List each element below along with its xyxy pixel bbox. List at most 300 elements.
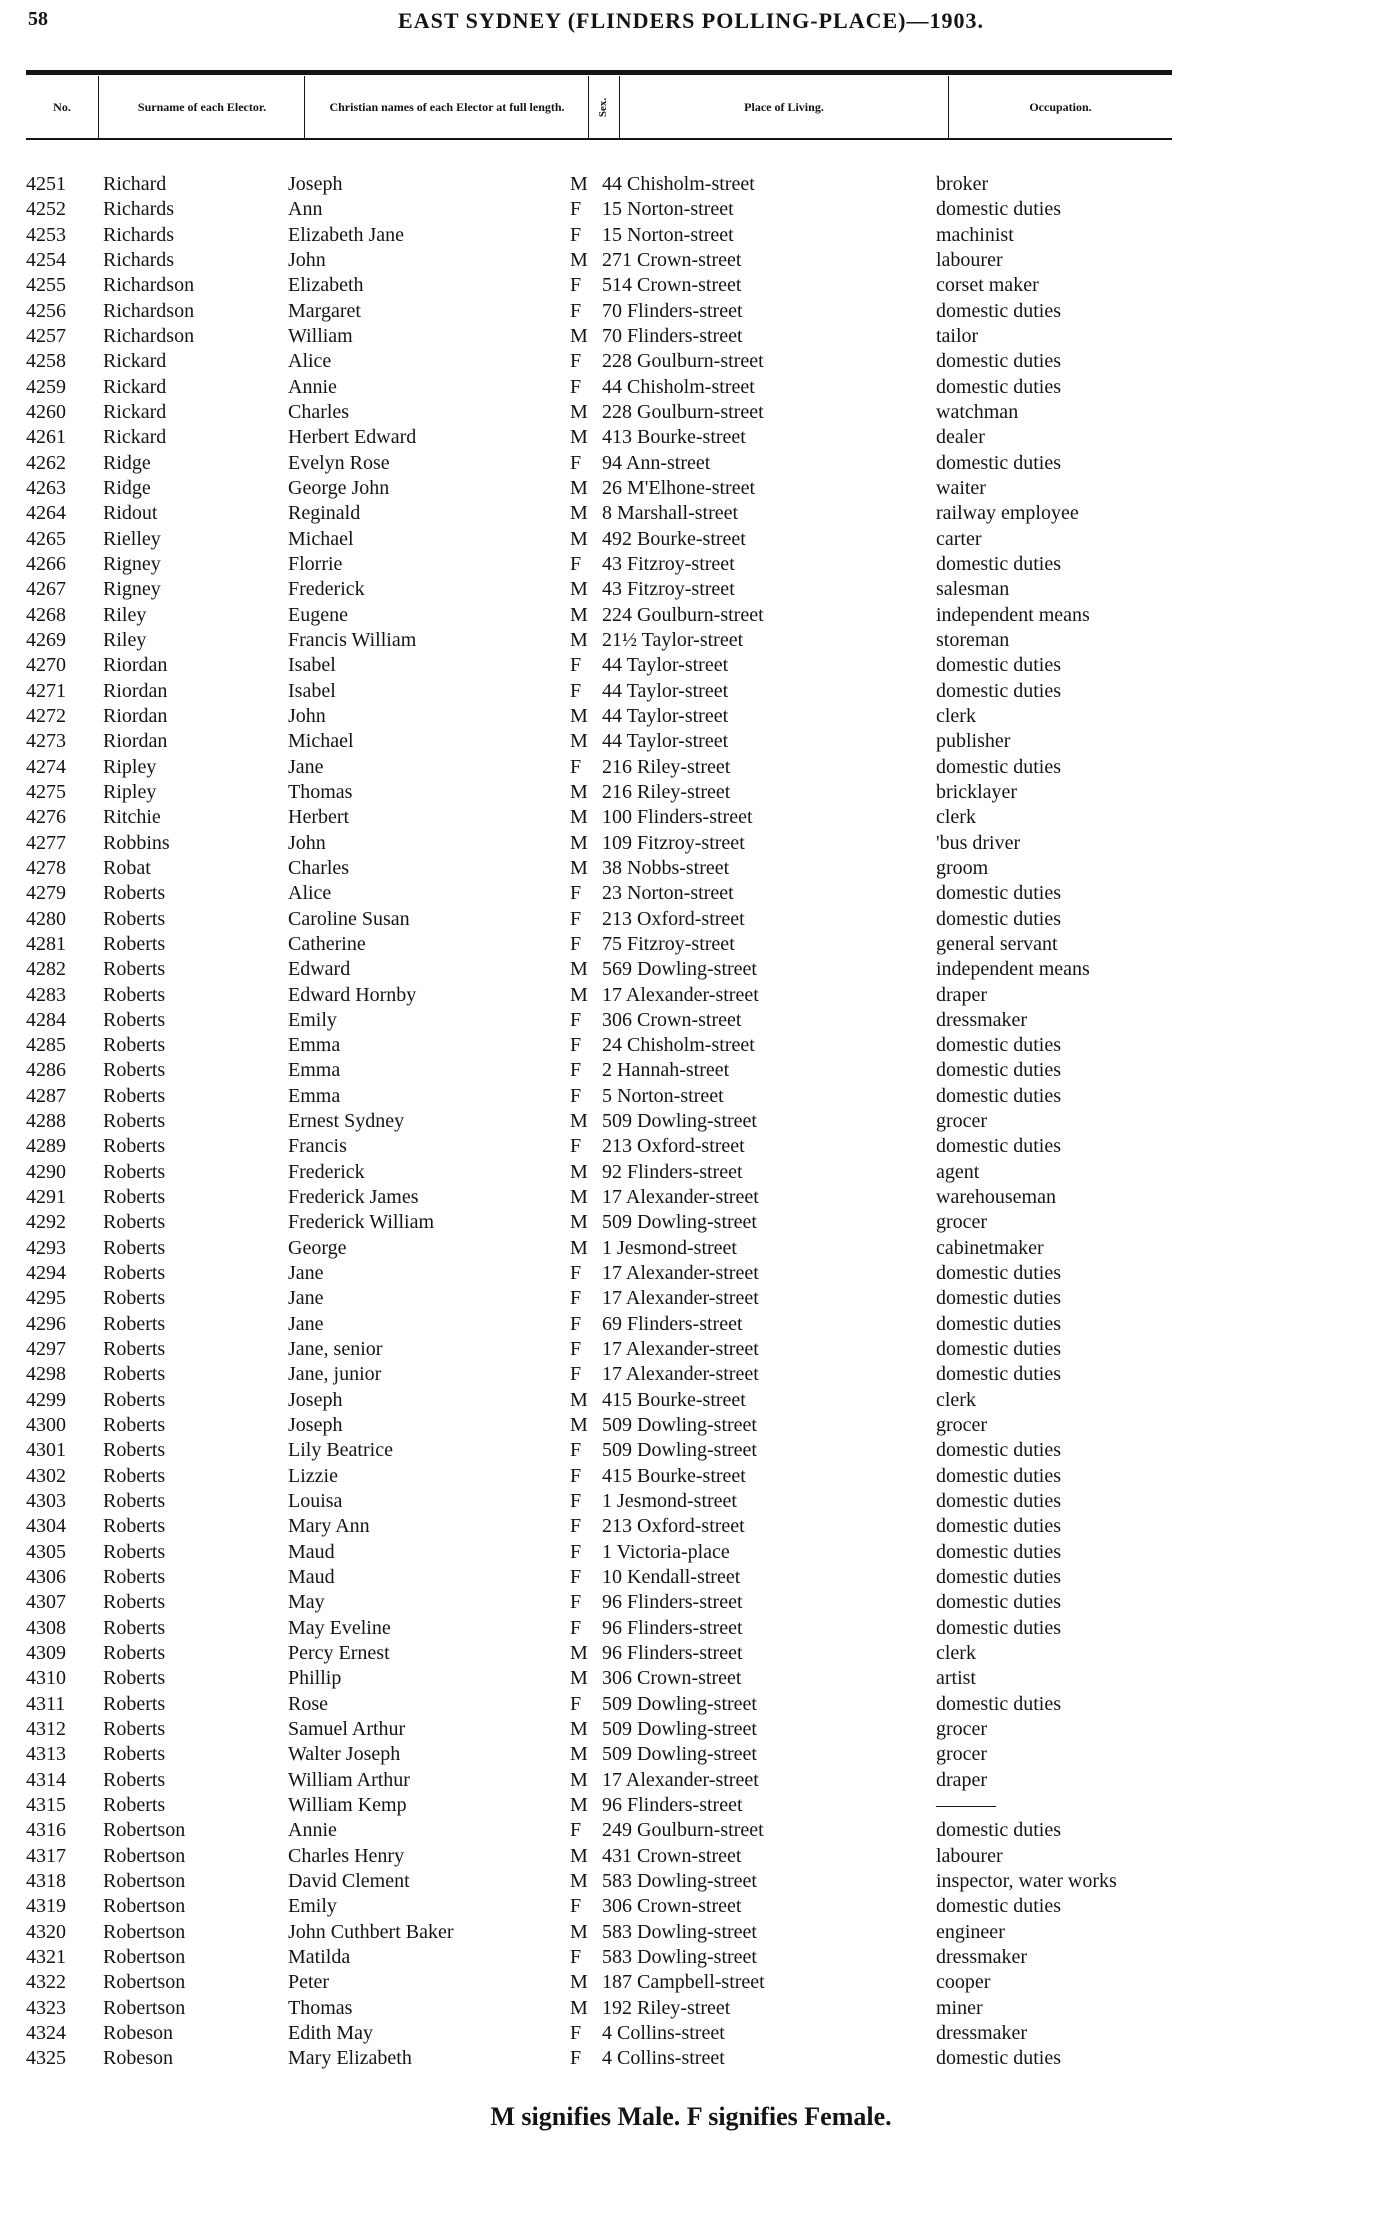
- elector-occupation: labourer: [936, 1844, 1003, 1867]
- elector-christian-names: William Arthur: [288, 1768, 410, 1791]
- elector-surname: Roberts: [103, 1388, 166, 1411]
- elector-occupation: clerk: [936, 1388, 976, 1411]
- elector-number: 4289: [26, 1135, 66, 1158]
- elector-occupation: 'bus driver: [936, 831, 1021, 854]
- table-row: [0, 856, 1382, 881]
- elector-sex: F: [570, 1566, 582, 1589]
- table-row: [0, 1312, 1382, 1337]
- elector-place-of-living: 17 Alexander-street: [602, 1186, 759, 1209]
- elector-place-of-living: 271 Crown-street: [602, 248, 742, 271]
- elector-number: 4292: [26, 1211, 66, 1234]
- elector-surname: Ridge: [103, 476, 151, 499]
- elector-place-of-living: 5 Norton-street: [602, 1084, 724, 1107]
- elector-christian-names: William: [288, 324, 353, 347]
- elector-occupation: general servant: [936, 932, 1058, 955]
- elector-place-of-living: 306 Crown-street: [602, 1667, 742, 1690]
- table-row: [0, 1844, 1382, 1869]
- elector-christian-names: Frederick William: [288, 1211, 435, 1234]
- elector-occupation: clerk: [936, 806, 976, 829]
- elector-surname: Roberts: [103, 932, 166, 955]
- elector-surname: Rickard: [103, 426, 167, 449]
- elector-place-of-living: 583 Dowling-street: [602, 1945, 757, 1968]
- elector-occupation: domestic duties: [936, 1540, 1061, 1563]
- elector-surname: Roberts: [103, 1490, 166, 1513]
- elector-place-of-living: 24 Chisholm-street: [602, 1034, 755, 1057]
- elector-surname: Riordan: [103, 679, 168, 702]
- elector-surname: Richardson: [103, 299, 195, 322]
- table-row: [0, 1894, 1382, 1919]
- elector-number: 4296: [26, 1312, 66, 1335]
- elector-christian-names: Maud: [288, 1540, 335, 1563]
- elector-sex: M: [570, 426, 588, 449]
- elector-christian-names: Emily: [288, 1895, 337, 1918]
- elector-surname: Roberts: [103, 1540, 166, 1563]
- elector-number: 4275: [26, 780, 66, 803]
- elector-place-of-living: 492 Bourke-street: [602, 527, 746, 550]
- elector-number: 4287: [26, 1084, 66, 1107]
- elector-sex: M: [570, 324, 588, 347]
- elector-surname: Richards: [103, 198, 175, 221]
- elector-occupation: domestic duties: [936, 375, 1061, 398]
- elector-surname: Richards: [103, 223, 175, 246]
- elector-surname: Roberts: [103, 1794, 166, 1816]
- elector-number: 4297: [26, 1338, 66, 1361]
- elector-christian-names: Isabel: [288, 679, 336, 702]
- elector-number: 4301: [26, 1439, 66, 1462]
- elector-occupation: dressmaker: [936, 1945, 1028, 1968]
- elector-occupation: warehouseman: [936, 1186, 1056, 1209]
- elector-occupation: railway employee: [936, 502, 1079, 525]
- elector-christian-names: Jane: [288, 1287, 324, 1310]
- table-row: [0, 1008, 1382, 1033]
- elector-sex: F: [570, 882, 582, 905]
- elector-occupation: domestic duties: [936, 299, 1061, 322]
- elector-sex: M: [570, 1667, 588, 1690]
- elector-sex: F: [570, 375, 582, 398]
- elector-number: 4282: [26, 958, 66, 981]
- elector-christian-names: John: [288, 704, 326, 727]
- elector-surname: Roberts: [103, 1110, 166, 1133]
- elector-sex: F: [570, 907, 582, 930]
- elector-sex: F: [570, 552, 582, 575]
- legend-footer: M signifies Male. F signifies Female.: [490, 2102, 892, 2131]
- header-sex-label: Sex.: [597, 97, 610, 117]
- elector-surname: Roberts: [103, 1692, 166, 1715]
- elector-number: 4257: [26, 324, 66, 347]
- table-row: [0, 1692, 1382, 1717]
- table-row: [0, 653, 1382, 678]
- elector-occupation: domestic duties: [936, 350, 1061, 373]
- elector-place-of-living: 17 Alexander-street: [602, 1768, 759, 1791]
- elector-christian-names: Michael: [288, 527, 354, 550]
- elector-christian-names: Louisa: [288, 1490, 343, 1513]
- elector-place-of-living: 413 Bourke-street: [602, 426, 746, 449]
- elector-surname: Robeson: [103, 2047, 173, 2070]
- elector-place-of-living: 509 Dowling-street: [602, 1692, 757, 1715]
- table-row: [0, 324, 1382, 349]
- table-row: [0, 552, 1382, 577]
- elector-place-of-living: 17 Alexander-street: [602, 983, 759, 1006]
- elector-occupation: labourer: [936, 248, 1003, 271]
- elector-surname: Robertson: [103, 1844, 186, 1867]
- elector-surname: Ridout: [103, 502, 158, 525]
- elector-number: 4256: [26, 299, 66, 322]
- elector-sex: F: [570, 1034, 582, 1057]
- elector-christian-names: Joseph: [288, 1414, 343, 1437]
- table-row: [0, 2021, 1382, 2046]
- table-row: [0, 476, 1382, 501]
- elector-christian-names: Ernest Sydney: [288, 1110, 405, 1133]
- elector-christian-names: Ann: [288, 198, 323, 221]
- elector-sex: M: [570, 578, 588, 601]
- elector-christian-names: George: [288, 1236, 347, 1259]
- table-row: [0, 1084, 1382, 1109]
- elector-number: 4266: [26, 552, 66, 575]
- elector-occupation: domestic duties: [936, 1084, 1061, 1107]
- elector-sex: F: [570, 1008, 582, 1031]
- elector-place-of-living: 44 Chisholm-street: [602, 375, 755, 398]
- elector-surname: Robertson: [103, 1819, 186, 1842]
- elector-place-of-living: 509 Dowling-street: [602, 1743, 757, 1766]
- elector-surname: Rickard: [103, 400, 167, 423]
- table-row: [0, 907, 1382, 932]
- elector-place-of-living: 569 Dowling-street: [602, 958, 757, 981]
- elector-occupation: domestic duties: [936, 1464, 1061, 1487]
- elector-sex: M: [570, 173, 588, 195]
- elector-occupation: domestic duties: [936, 1262, 1061, 1285]
- table-row: [0, 1996, 1382, 2021]
- elector-occupation: independent means: [936, 603, 1090, 626]
- elector-surname: Roberts: [103, 1768, 166, 1791]
- table-row: [0, 603, 1382, 628]
- elector-surname: Robertson: [103, 1996, 186, 2019]
- elector-sex: F: [570, 654, 582, 677]
- elector-sex: M: [570, 603, 588, 626]
- elector-occupation: grocer: [936, 1414, 988, 1437]
- elector-place-of-living: 583 Dowling-street: [602, 1920, 757, 1943]
- elector-number: 4300: [26, 1414, 66, 1437]
- elector-christian-names: Annie: [288, 375, 337, 398]
- elector-number: 4258: [26, 350, 66, 373]
- elector-occupation: carter: [936, 527, 982, 550]
- table-row: [0, 1109, 1382, 1134]
- elector-surname: Roberts: [103, 1135, 166, 1158]
- elector-surname: Ritchie: [103, 806, 161, 829]
- elector-occupation: independent means: [936, 958, 1090, 981]
- elector-sex: M: [570, 502, 588, 525]
- elector-christian-names: Phillip: [288, 1667, 342, 1690]
- elector-occupation: domestic duties: [936, 1616, 1061, 1639]
- elector-surname: Rickard: [103, 350, 167, 373]
- elector-sex: M: [570, 1971, 588, 1994]
- elector-place-of-living: 96 Flinders-street: [602, 1616, 743, 1639]
- elector-sex: F: [570, 274, 582, 297]
- table-row: [0, 223, 1382, 248]
- elector-sex: F: [570, 223, 582, 246]
- elector-number: 4306: [26, 1566, 66, 1589]
- elector-surname: Rigney: [103, 552, 161, 575]
- elector-number: 4312: [26, 1718, 66, 1741]
- elector-number: 4308: [26, 1616, 66, 1639]
- elector-sex: M: [570, 1211, 588, 1234]
- elector-place-of-living: 306 Crown-street: [602, 1895, 742, 1918]
- elector-surname: Robertson: [103, 1920, 186, 1943]
- table-row: [0, 425, 1382, 450]
- elector-sex: F: [570, 755, 582, 778]
- elector-christian-names: Isabel: [288, 654, 336, 677]
- elector-number: 4304: [26, 1515, 66, 1538]
- elector-place-of-living: 26 M'Elhone-street: [602, 476, 756, 499]
- elector-christian-names: Matilda: [288, 1945, 351, 1968]
- table-row: [0, 1185, 1382, 1210]
- elector-christian-names: Edward Hornby: [288, 983, 417, 1006]
- elector-place-of-living: 10 Kendall-street: [602, 1566, 741, 1589]
- table-row: [0, 1286, 1382, 1311]
- elector-occupation: cooper: [936, 1971, 991, 1994]
- elector-christian-names: Maud: [288, 1566, 335, 1589]
- elector-number: 4278: [26, 856, 66, 879]
- elector-place-of-living: 109 Fitzroy-street: [602, 831, 745, 854]
- elector-christian-names: Edith May: [288, 2021, 373, 2044]
- elector-place-of-living: 192 Riley-street: [602, 1996, 731, 2019]
- elector-surname: Roberts: [103, 1464, 166, 1487]
- elector-place-of-living: 21½ Taylor-street: [602, 628, 744, 651]
- elector-christian-names: Emma: [288, 1084, 341, 1107]
- elector-sex: F: [570, 2021, 582, 2044]
- table-row: [0, 527, 1382, 552]
- elector-number: 4274: [26, 755, 66, 778]
- elector-place-of-living: 44 Taylor-street: [602, 654, 729, 677]
- elector-christian-names: Annie: [288, 1819, 337, 1842]
- elector-sex: F: [570, 1464, 582, 1487]
- elector-place-of-living: 509 Dowling-street: [602, 1718, 757, 1741]
- elector-place-of-living: 1 Jesmond-street: [602, 1236, 737, 1259]
- table-row: [0, 1033, 1382, 1058]
- elector-place-of-living: 44 Chisholm-street: [602, 173, 755, 195]
- elector-number: 4325: [26, 2047, 66, 2070]
- elector-surname: Roberts: [103, 1262, 166, 1285]
- elector-surname: Roberts: [103, 1236, 166, 1259]
- elector-christian-names: David Clement: [288, 1869, 410, 1892]
- elector-occupation: domestic duties: [936, 755, 1061, 778]
- elector-surname: Roberts: [103, 882, 166, 905]
- elector-place-of-living: 415 Bourke-street: [602, 1388, 746, 1411]
- elector-christian-names: Francis: [288, 1135, 347, 1158]
- elector-sex: F: [570, 198, 582, 221]
- elector-occupation: domestic duties: [936, 552, 1061, 575]
- table-row: [0, 1565, 1382, 1590]
- elector-occupation: domestic duties: [936, 882, 1061, 905]
- elector-place-of-living: 96 Flinders-street: [602, 1794, 743, 1816]
- elector-place-of-living: 415 Bourke-street: [602, 1464, 746, 1487]
- elector-number: 4323: [26, 1996, 66, 2019]
- elector-number: 4281: [26, 932, 66, 955]
- elector-sex: F: [570, 1895, 582, 1918]
- elector-sex: F: [570, 350, 582, 373]
- table-row: [0, 1236, 1382, 1261]
- elector-place-of-living: 1 Jesmond-street: [602, 1490, 737, 1513]
- elector-occupation: agent: [936, 1160, 980, 1183]
- elector-number: 4271: [26, 679, 66, 702]
- elector-surname: Robeson: [103, 2021, 173, 2044]
- elector-christian-names: Charles: [288, 400, 350, 423]
- column-divider: [98, 76, 99, 138]
- elector-surname: Roberts: [103, 1008, 166, 1031]
- elector-christian-names: May: [288, 1591, 325, 1614]
- elector-sex: F: [570, 1692, 582, 1715]
- table-row: [0, 299, 1382, 324]
- elector-occupation: tailor: [936, 324, 979, 347]
- elector-christian-names: Herbert: [288, 806, 350, 829]
- table-row: [0, 1641, 1382, 1666]
- elector-christian-names: Evelyn Rose: [288, 451, 390, 474]
- elector-christian-names: Florrie: [288, 552, 343, 575]
- elector-place-of-living: 17 Alexander-street: [602, 1338, 759, 1361]
- elector-christian-names: Charles: [288, 856, 350, 879]
- elector-number: 4313: [26, 1743, 66, 1766]
- elector-surname: Robbins: [103, 831, 170, 854]
- table-row: [0, 577, 1382, 602]
- elector-christian-names: Jane, senior: [288, 1338, 383, 1361]
- elector-number: 4290: [26, 1160, 66, 1183]
- elector-number: 4293: [26, 1236, 66, 1259]
- elector-place-of-living: 15 Norton-street: [602, 223, 734, 246]
- elector-place-of-living: 75 Fitzroy-street: [602, 932, 735, 955]
- elector-place-of-living: 15 Norton-street: [602, 198, 734, 221]
- elector-sex: M: [570, 806, 588, 829]
- table-row: [0, 1818, 1382, 1843]
- table-row: [0, 1793, 1382, 1818]
- elector-surname: Roberts: [103, 1211, 166, 1234]
- elector-occupation: broker: [936, 173, 989, 195]
- elector-surname: Robertson: [103, 1869, 186, 1892]
- elector-sex: M: [570, 628, 588, 651]
- elector-christian-names: Herbert Edward: [288, 426, 417, 449]
- table-row: [0, 501, 1382, 526]
- elector-place-of-living: 216 Riley-street: [602, 780, 731, 803]
- elector-number: 4311: [26, 1692, 66, 1715]
- elector-occupation: domestic duties: [936, 1692, 1061, 1715]
- elector-number: 4262: [26, 451, 66, 474]
- elector-christian-names: Edward: [288, 958, 351, 981]
- elector-christian-names: Catherine: [288, 932, 366, 955]
- elector-christian-names: Mary Ann: [288, 1515, 370, 1538]
- elector-surname: Rigney: [103, 578, 161, 601]
- table-row: [0, 1160, 1382, 1185]
- elector-occupation: watchman: [936, 400, 1019, 423]
- elector-christian-names: Eugene: [288, 603, 348, 626]
- elector-sex: F: [570, 299, 582, 322]
- elector-sex: F: [570, 1819, 582, 1842]
- table-row: [0, 248, 1382, 273]
- elector-occupation: domestic duties: [936, 1591, 1061, 1614]
- elector-place-of-living: 43 Fitzroy-street: [602, 552, 735, 575]
- elector-occupation: dealer: [936, 426, 985, 449]
- elector-occupation: domestic duties: [936, 1338, 1061, 1361]
- elector-place-of-living: 306 Crown-street: [602, 1008, 742, 1031]
- elector-christian-names: Reginald: [288, 502, 361, 525]
- table-row: [0, 628, 1382, 653]
- elector-surname: Roberts: [103, 1667, 166, 1690]
- elector-occupation: domestic duties: [936, 1135, 1061, 1158]
- elector-sex: M: [570, 248, 588, 271]
- elector-occupation: salesman: [936, 578, 1010, 601]
- elector-sex: M: [570, 400, 588, 423]
- elector-christian-names: Caroline Susan: [288, 907, 410, 930]
- table-row: [0, 1945, 1382, 1970]
- elector-number: 4269: [26, 628, 66, 651]
- elector-surname: Roberts: [103, 1439, 166, 1462]
- elector-place-of-living: 514 Crown-street: [602, 274, 742, 297]
- elector-place-of-living: 224 Goulburn-street: [602, 603, 764, 626]
- elector-number: 4276: [26, 806, 66, 829]
- table-row: [0, 1413, 1382, 1438]
- elector-place-of-living: 1 Victoria-place: [602, 1540, 730, 1563]
- elector-number: 4270: [26, 654, 66, 677]
- elector-sex: M: [570, 1743, 588, 1766]
- elector-place-of-living: 213 Oxford-street: [602, 907, 745, 930]
- elector-surname: Roberts: [103, 1034, 166, 1057]
- elector-place-of-living: 69 Flinders-street: [602, 1312, 743, 1335]
- elector-place-of-living: 70 Flinders-street: [602, 324, 743, 347]
- elector-christian-names: Frederick: [288, 1160, 365, 1183]
- elector-christian-names: Michael: [288, 730, 354, 753]
- table-row: [0, 1464, 1382, 1489]
- elector-surname: Ridge: [103, 451, 151, 474]
- elector-place-of-living: 509 Dowling-street: [602, 1439, 757, 1462]
- elector-sex: M: [570, 958, 588, 981]
- table-row: [0, 1489, 1382, 1514]
- elector-sex: M: [570, 1844, 588, 1867]
- elector-number: 4280: [26, 907, 66, 930]
- table-row: [0, 1514, 1382, 1539]
- table-row: [0, 400, 1382, 425]
- elector-occupation: domestic duties: [936, 1439, 1061, 1462]
- elector-sex: M: [570, 1718, 588, 1741]
- elector-sex: M: [570, 1388, 588, 1411]
- elector-number: 4302: [26, 1464, 66, 1487]
- elector-sex: M: [570, 1414, 588, 1437]
- elector-surname: Robertson: [103, 1971, 186, 1994]
- elector-sex: F: [570, 2047, 582, 2070]
- elector-place-of-living: 213 Oxford-street: [602, 1515, 745, 1538]
- elector-occupation: draper: [936, 983, 988, 1006]
- elector-number: 4316: [26, 1819, 66, 1842]
- table-row: [0, 1616, 1382, 1641]
- table-header: [26, 76, 1172, 140]
- elector-number: 4321: [26, 1945, 66, 1968]
- elector-occupation: clerk: [936, 704, 976, 727]
- table-row: [0, 1666, 1382, 1691]
- elector-occupation: domestic duties: [936, 1515, 1061, 1538]
- elector-number: 4252: [26, 198, 66, 221]
- elector-place-of-living: 96 Flinders-street: [602, 1591, 743, 1614]
- elector-occupation: domestic duties: [936, 1363, 1061, 1386]
- elector-surname: Richard: [103, 173, 167, 195]
- elector-christian-names: Alice: [288, 882, 332, 905]
- elector-number: 4265: [26, 527, 66, 550]
- elector-christian-names: Lizzie: [288, 1464, 338, 1487]
- elector-number: 4315: [26, 1794, 66, 1816]
- elector-occupation: groom: [936, 856, 989, 879]
- column-divider: [304, 76, 305, 138]
- elector-surname: Ripley: [103, 780, 157, 803]
- elector-place-of-living: 70 Flinders-street: [602, 299, 743, 322]
- elector-sex: M: [570, 831, 588, 854]
- elector-number: 4268: [26, 603, 66, 626]
- table-row: [0, 679, 1382, 704]
- elector-christian-names: May Eveline: [288, 1616, 391, 1639]
